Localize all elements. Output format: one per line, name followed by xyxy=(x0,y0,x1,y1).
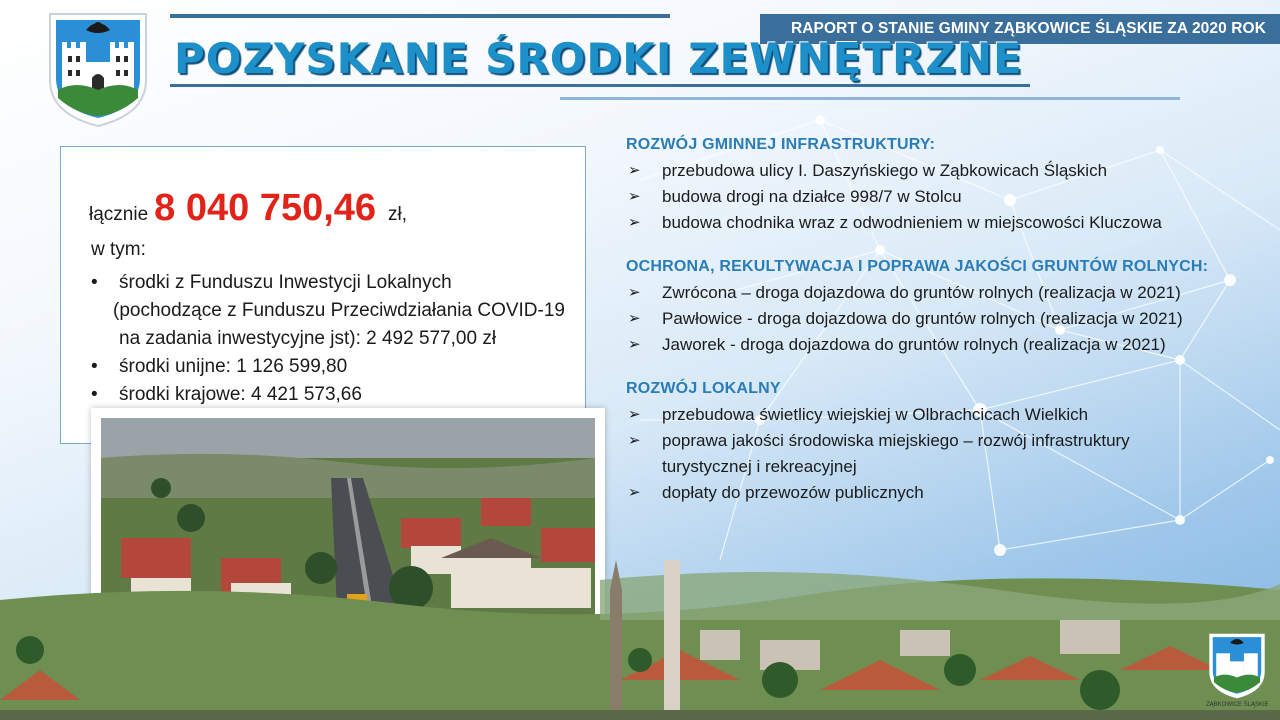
total-line xyxy=(89,187,407,230)
report-title: RAPORT O STANIE GMINY ZĄBKOWICE ŚLĄSKIE ZA 2020 ROK xyxy=(790,20,1266,37)
list-item: ➢ budowa chodnika wraz z odwodnieniem w miejscowości Kluczowa xyxy=(626,210,1246,236)
list-item: ➢ przebudowa ulicy I. Daszyńskiego w Ząbkowicach Śląskich xyxy=(626,158,1246,184)
list-item: ➢ Pawłowice - droga dojazdowa do gruntów rolnych (realizacja w 2021) xyxy=(626,306,1246,332)
city-panorama xyxy=(0,560,1280,720)
list-item xyxy=(89,381,565,409)
section-list xyxy=(626,158,1246,236)
list-item: ➢ Jaworek - droga dojazdowa do gruntów rolnych (realizacja w 2021) xyxy=(626,332,1246,358)
list-item: ➢ budowa drogi na działce 998/7 w Stolcu xyxy=(626,184,1246,210)
section-local-development xyxy=(626,380,1246,506)
coat-of-arms-logo xyxy=(46,10,150,130)
total-suffix: zł, xyxy=(388,204,408,225)
section-farmland xyxy=(626,258,1246,358)
list-item: ➢ Zwrócona – droga dojazdowa do gruntów rolnych (realizacja w 2021) xyxy=(626,280,1246,306)
section-list xyxy=(626,280,1246,358)
section-list xyxy=(626,402,1246,506)
list-item-text: na zadania inwestycyjne jst): 2 492 577,00 zł xyxy=(119,328,497,349)
header-line xyxy=(170,14,670,18)
header-line xyxy=(170,84,1030,87)
funding-summary-box xyxy=(60,146,586,444)
list-item-text: środki krajowe: 4 421 573,66 xyxy=(119,384,362,405)
list-item: ➢ poprawa jakości środowiska miejskiego – rozwój infrastruktury turystycznej i rekreacyjnej xyxy=(626,428,1186,480)
page-title: POZYSKANE ŚRODKI ZEWNĘTRZNE xyxy=(174,34,1023,83)
section-heading: ROZWÓJ GMINNEJ INFRASTRUKTURY: xyxy=(626,136,936,153)
section-heading: ROZWÓJ LOKALNY xyxy=(626,380,781,397)
breakdown-heading: w tym: xyxy=(91,239,146,260)
list-item xyxy=(89,353,565,381)
funding-breakdown-list xyxy=(89,269,565,409)
total-prefix: łącznie xyxy=(89,204,149,225)
footer-coat-of-arms-logo xyxy=(1207,631,1267,701)
list-item-text: środki unijne: 1 126 599,80 xyxy=(119,356,348,377)
list-item xyxy=(89,269,565,353)
section-infrastructure xyxy=(626,136,1246,236)
list-item: ➢ przebudowa świetlicy wiejskiej w Olbrachcicach Wielkich xyxy=(626,402,1246,428)
section-heading: OCHRONA, REKULTYWACJA I POPRAWA JAKOŚCI GRUNTÓW ROLNYCH: xyxy=(626,258,1209,275)
list-item-text: • środki z Funduszu Inwestycji Lokalnych xyxy=(119,272,452,293)
list-item-text: (pochodzące z Funduszu Przeciwdziałania COVID-19 xyxy=(113,300,565,321)
total-amount: 8 040 750,46 xyxy=(154,187,377,229)
investment-sections xyxy=(626,136,1246,528)
header-line xyxy=(560,97,1180,100)
list-item: ➢ dopłaty do przewozów publicznych xyxy=(626,480,1246,506)
footer-logo-label: ZĄBKOWICE ŚLĄSKIE xyxy=(1206,702,1269,708)
